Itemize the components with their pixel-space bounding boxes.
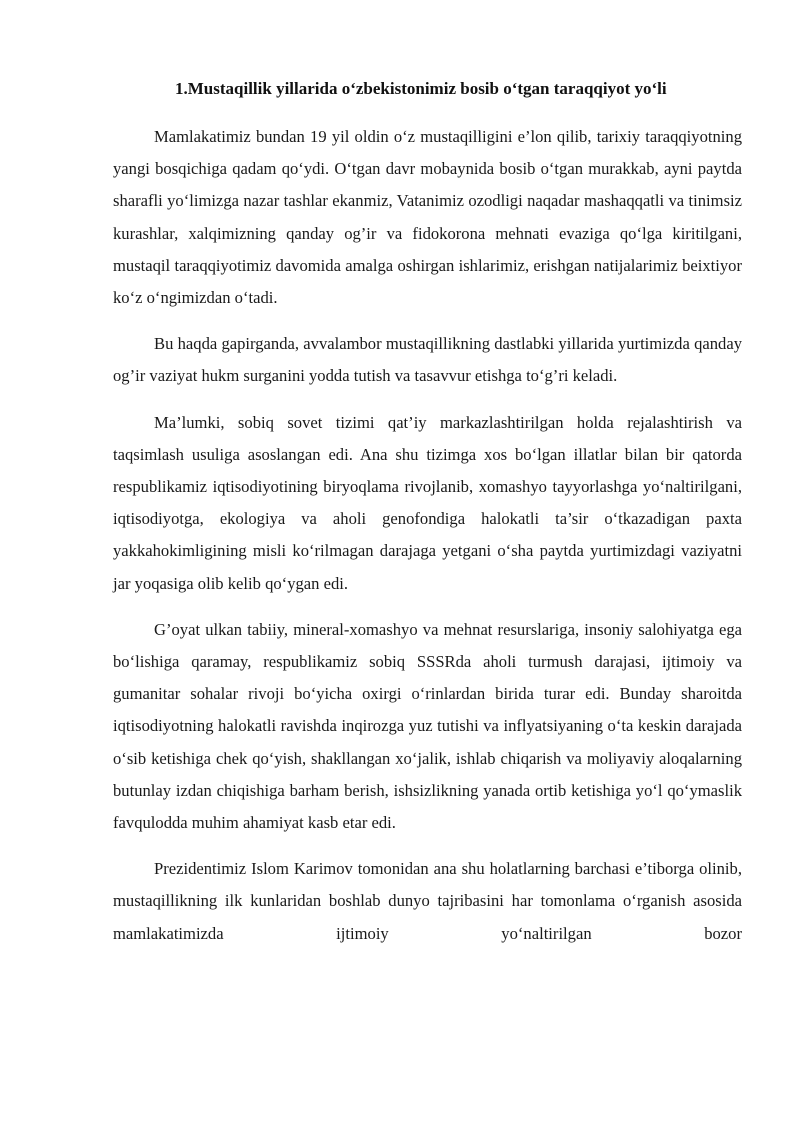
paragraph-4: G’oyat ulkan tabiiy, mineral-xomashyo va mehnat resurslariga, insoniy salohiyatga ega bo‘lishiga qaramay, respublikamiz sobiq SSSRda aholi turmush darajasi, ijtimoiy va gumanitar sohalar rivoji bo‘yicha oxirgi o‘rinlardan birida turar edi. Bunday sharoitda iqtisodiyotning halokatli ravishda inqirozga yuz tutishi va inflyatsiyaning o‘ta keskin darajada o‘sib ketishiga chek qo‘yish, shakllangan xo‘jalik, ishlab chiqarish va moliyaviy aloqalarning butunlay izdan chiqishiga barham berish, ishsizlikning yanada ortib ketishiga yo‘l qo‘ymaslik favqulodda muhim ahamiyat kasb etar edi. — [113, 619, 742, 833]
paragraph-3: Ma’lumki, sobiq sovet tizimi qat’iy markazlashtirilgan holda rejalashtirish va taqsimlash usuliga asoslangan edi. Ana shu tizimga xos bo‘lgan illatlar bilan bir qatorda respublikamiz iqtisodiyotining biryoqlama rivojlanib, xomashyo tayyorlashga yo‘naltirilgani, iqtisodiyotga, ekologiya va aholi genofondiga halokatli ta’sir o‘tkazadigan paxta yakkahokimligining misli ko‘rilmagan darajaga yetgani o‘sha paytda yurtimizdagi vaziyatni jar yoqasiga olib kelib qo‘ygan edi. — [113, 412, 742, 593]
document-body — [113, 121, 742, 964]
paragraph-5: Prezidentimiz Islom Karimov tomonidan ana shu holatlarning barchasi e’tiborga olinib, mustaqillikning ilk kunlaridan boshlab dunyo tajribasini har tomonlama o‘rganish asosida mamlakatimizda ijtimoiy yo‘naltirilgan bozor — [113, 859, 742, 943]
section-title: 1.Mustaqillik yillarida o‘zbekistonimiz bosib o‘tgan taraqqiyot yo‘li — [175, 79, 667, 98]
paragraph-1: Mamlakatimiz bundan 19 yil oldin o‘z mustaqilligini e’lon qilib, tarixiy taraqqiyotning yangi bosqichiga qadam qo‘ydi. O‘tgan davr mobaynida bosib o‘tgan murakkab, ayni paytda sharafli yo‘limizga nazar tashlar ekanmiz, Vatanimiz ozodligi naqadar mashaqqatli va tinimsiz kurashlar, xalqimizning qanday og’ir va fidokorona mehnati evaziga qo‘lga kiritilgani, mustaqil taraqqiyotimiz davomida amalga oshirgan ishlarimiz, erishgan natijalarimiz beixtiyor ko‘z o‘ngimizdan o‘tadi. — [113, 127, 742, 308]
paragraph-2: Bu haqda gapirganda, avvalambor mustaqillikning dastlabki yillarida yurtimizda qanday og’ir vaziyat hukm surganini yodda tutish va tasavvur etishga to‘g’ri keladi. — [113, 334, 742, 386]
